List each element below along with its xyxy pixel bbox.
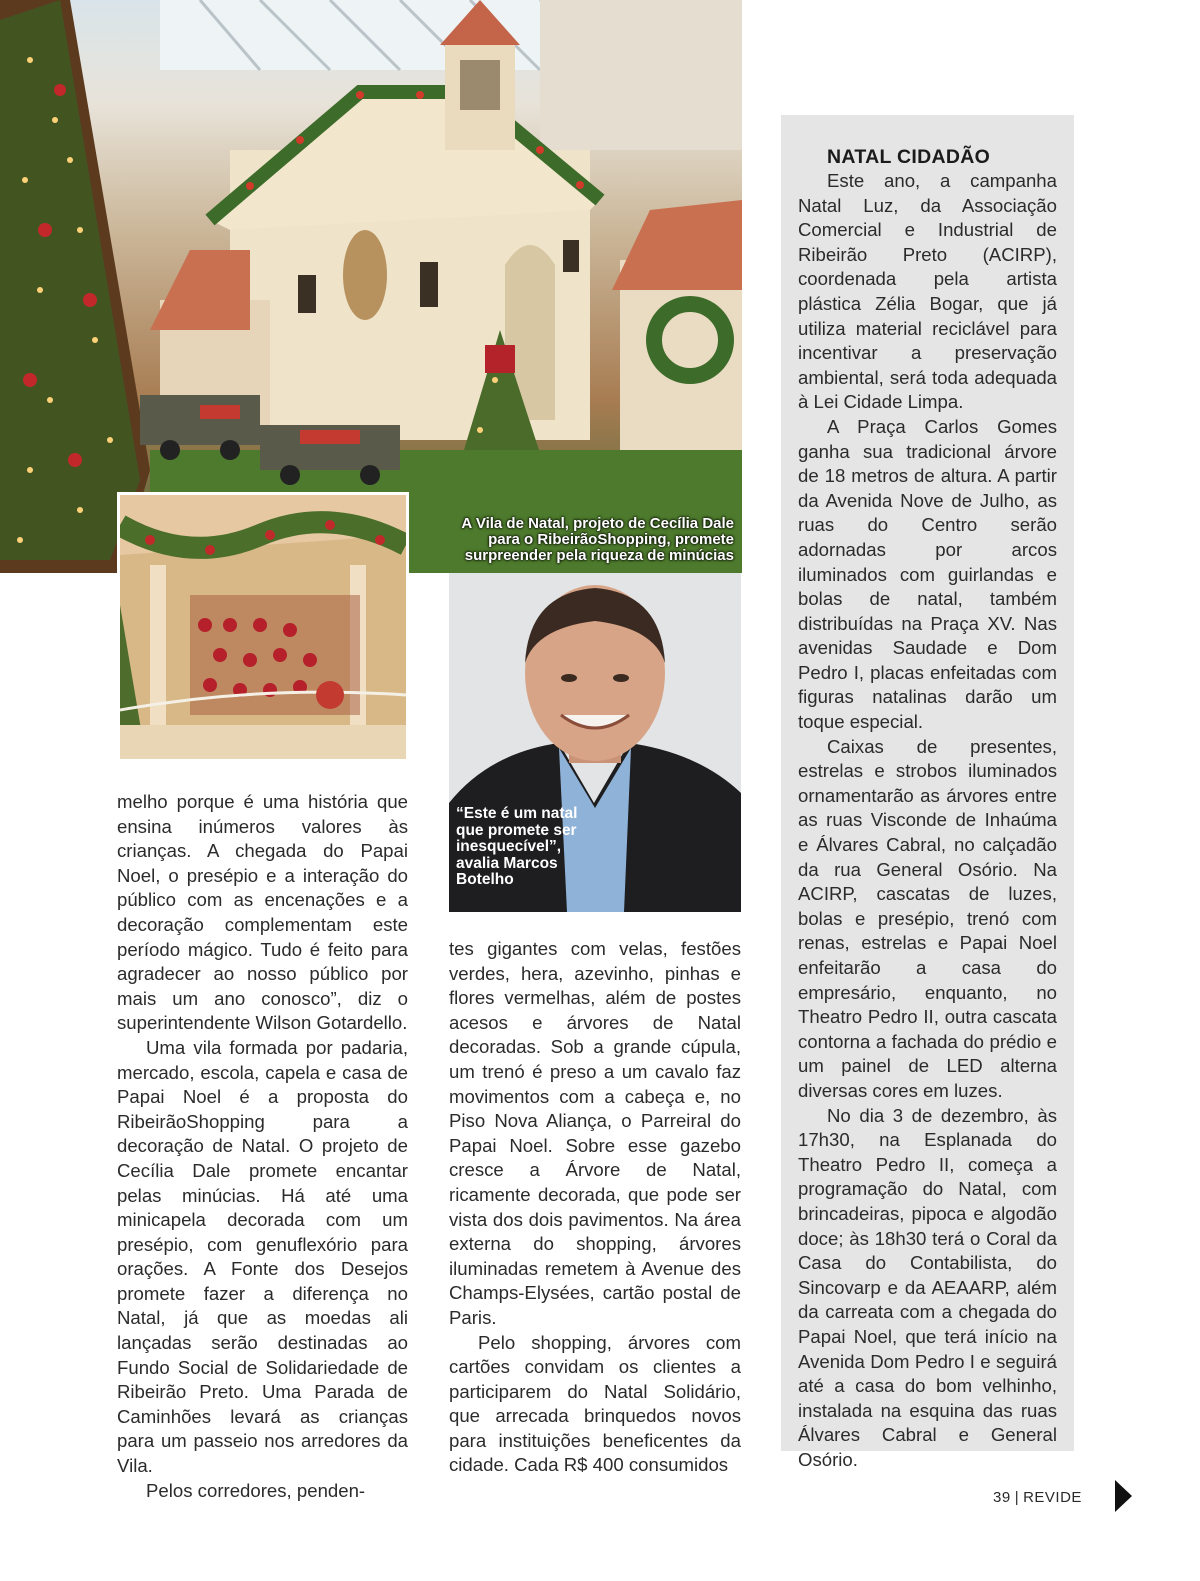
- page-footer: [993, 1489, 1082, 1506]
- portrait-caption: “Este é um natal que promete ser inesquecível”, avalia Marcos Botelho: [456, 805, 578, 888]
- sidebar-title: NATAL CIDADÃO: [827, 146, 991, 168]
- paragraph: melho porque é uma história que ensina inúmeros valores às crianças. A chegada do Papai Noel, o presépio e a interação do público com as encenações e a decoração complementam este período mágico. Tudo é feito para agradecer ao nosso público por mais um ano conosco”, diz o superintendente Wilson Gotardello.: [117, 791, 408, 1034]
- paragraph: Este ano, a campanha Natal Luz, da Associação Comercial e Industrial de Ribeirão Preto (ACIRP), coordenada pela artista plástica Zélia Bogar, que já utiliza material reciclável para incentivar a preservação ambiental, será toda adequada à Lei Cidade Limpa.: [798, 170, 1057, 413]
- sidebar-text: [798, 169, 1057, 1472]
- main-photo-caption: A Vila de Natal, projeto de Cecília Dale para o RibeirãoShopping, promete surpreender pela riqueza de minúcias: [461, 515, 734, 564]
- paragraph: Pelo shopping, árvores com cartões convidam os clientes a participarem do Natal Solidário, que arrecada brinquedos novos para instituições beneficentes da cidade. Cada R$ 400 consumidos: [449, 1331, 741, 1476]
- christmas-village-illustration: [0, 0, 742, 573]
- page-number: 39: [993, 1489, 1011, 1506]
- paragraph: tes gigantes com velas, festões verdes, hera, azevinho, pinhas e flores vermelhas, além de postes acesos e árvores de Natal decoradas. Sob a grande cúpula, um trenó é preso a um cavalo faz movimentos com a cabeça e, no Piso Nova Aliança, o Parreiral do Papai Noel. Sobre esse gazebo cresce a Árvore de Natal, ricamente decorada, que pode ser vista dos dois pavimentos. Na área externa do shopping, árvores iluminadas remetem à Avenue des Champs-Elysées, cartão postal de Paris.: [449, 938, 741, 1328]
- gazebo-flowers-photo: [117, 492, 409, 762]
- sidebar-box: [781, 115, 1074, 1470]
- magazine-name: REVIDE: [1023, 1489, 1082, 1506]
- paragraph: No dia 3 de dezembro, às 17h30, na Esplanada do Theatro Pedro II, começa a programação do Natal, com brincadeiras, pipoca e algodão doce; às 18h30 terá o Coral da Casa do Contabilista, do Sincovarp e da AEAARP, além da carreata com a chegada do Papai Noel, que terá início na Avenida Dom Pedro I e seguirá até a casa do bom velhinho, instalada na esquina das ruas Álvares Cabral e General Osório.: [798, 1104, 1057, 1470]
- paragraph: Pelos corredores, penden-: [146, 1479, 366, 1501]
- article-column-2: [449, 937, 741, 1478]
- article-column-1: [117, 790, 408, 1503]
- gazebo-illustration: [120, 495, 406, 759]
- paragraph: Uma vila formada por padaria, mercado, escola, capela e casa de Papai Noel é a proposta do RibeirãoShopping para a decoração de Natal. O projeto de Cecília Dale promete encantar pelas minúcias. Há até uma minicapela decorada com um presépio, com genuflexório para orações. A Fonte dos Desejos promete fazer a diferença no Natal, já que as moedas ali lançadas serão destinadas ao Fundo Social de Solidariedade de Ribeirão Preto. Uma Parada de Caminhões levará as crianças para um passeio nos arredores da Vila.: [117, 1036, 408, 1477]
- paragraph: A Praça Carlos Gomes ganha sua tradicional árvore de 18 metros de altura. A partir da Avenida Nove de Julho, as ruas do Centro serão adornadas por arcos iluminados com guirlandas e bolas de natal, também distribuídas na Praça XV. Nas avenidas Saudade e Dom Pedro I, placas enfeitadas com figuras natalinas darão um toque especial.: [798, 415, 1057, 733]
- paragraph: Caixas de presentes, estrelas e strobos iluminados ornamentarão as árvores entre as ruas Visconde de Inhaúma e Álvares Cabral, no calçadão da rua General Osório. Na ACIRP, cascatas de luzes, bolas e presépio, trenó com renas, estrelas e Papai Noel enfeitarão a casa do empresário, enquanto, no Theatro Pedro II, outra cascata contorna a fachada do prédio e um painel de LED alterna diversas cores em luzes.: [798, 735, 1057, 1101]
- next-page-arrow-icon: [1115, 1480, 1132, 1512]
- footer-separator: |: [1014, 1489, 1020, 1506]
- christmas-village-photo: [0, 0, 742, 573]
